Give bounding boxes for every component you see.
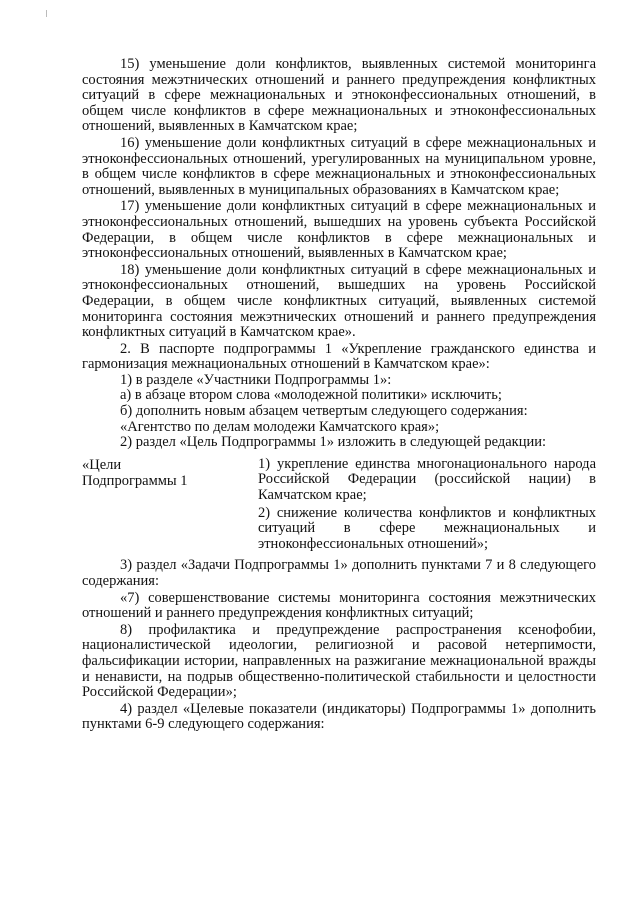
paragraph-agency-quote: «Агентство по делам молодежи Камчатского края»;: [120, 418, 440, 435]
goals-table-label: [82, 457, 258, 553]
paragraph-tasks-section: 3) раздел «Задачи Подпрограммы 1» дополнить пунктами 7 и 8 следующего содержания:: [82, 557, 596, 589]
paragraph-item-16: 16) уменьшение доли конфликтных ситуаций в сфере межнациональных и этноконфессиональных отношений, урегулированных на муниципальном уровне, в общем числе конфликтов в сфере межнациональных и этноконфессиональных отношений, выявленных в муниципальных образованиях в Камчатском крае;: [82, 134, 596, 198]
paragraph-item-17: 17) уменьшение доли конфликтных ситуаций в сфере межнациональных и этноконфессиональных отношений, вышедших на уровень субъекта Российской Федерации, в общем числе конфликтов в сфере межнациональных и этноконфессиональных отношений, выявленных в Камчатском крае;: [82, 198, 596, 262]
paragraph-task-8: 8) профилактика и предупреждение распространения ксенофобии, националистической идеологии, религиозной и расовой нетерпимости, фальсификации истории, направленных на разжигание межнациональной вражды и ненависти, на подрыв общественно-политической стабильности и целостности Российской Федерации»;: [82, 621, 596, 701]
document-body: [82, 57, 596, 733]
paragraph-passport-subprogram-1: 2. В паспорте подпрограммы 1 «Укрепление гражданского единства и гармонизация межнациональных отношений в Камчатском крае»:: [82, 340, 596, 373]
goal-item-2: 2) снижение количества конфликтов и конфликтных ситуаций в сфере межнациональных и этноконфессиональных отношений»;: [258, 504, 596, 552]
paragraph-item-15: 15) уменьшение доли конфликтов, выявленных системой мониторинга состояния межэтнических отношений и раннего предупреждения конфликтных ситуаций в сфере межнациональных и этноконфессиональных отношений, в общем числе конфликтов в сфере межнациональных и этноконфессиональных отношений, выявленных в Камчатском крае;: [82, 56, 596, 135]
goals-table: [82, 457, 596, 553]
scan-mark: [46, 10, 47, 17]
paragraph-participants-section: 1) в разделе «Участники Подпрограммы 1»:: [120, 371, 392, 388]
paragraph-item-18: 18) уменьшение доли конфликтных ситуаций в сфере межнациональных и этноконфессиональных отношений, вышедших на уровень Российской Федерации, в общем числе конфликтных ситуаций, выявленных системой мониторинга состояния межэтнических отношений и раннего предупреждения конфликтных ситуаций в Камчатском крае».: [82, 261, 596, 341]
paragraph-indicators-section: 4) раздел «Целевые показатели (индикаторы) Подпрограммы 1» дополнить пунктами 6-9 следующего содержания:: [82, 700, 596, 733]
paragraph-goal-section: 2) раздел «Цель Подпрограммы 1» изложить в следующей редакции:: [120, 434, 547, 451]
goals-table-values: [258, 457, 596, 553]
goal-item-1: 1) укрепление единства многонационального народа Российской Федерации (российской нации) в Камчатском крае;: [258, 455, 596, 504]
goals-label-line-2: Подпрограммы 1: [82, 472, 188, 489]
paragraph-item-a: а) в абзаце втором слова «молодежной политики» исключить;: [120, 387, 502, 404]
paragraph-task-7: «7) совершенствование системы мониторинга состояния межэтнических отношений и раннего предупреждения конфликтных ситуаций;: [82, 589, 596, 622]
goals-label-line-1: «Цели: [82, 456, 122, 473]
paragraph-item-b: б) дополнить новым абзацем четвертым следующего содержания:: [120, 403, 528, 420]
